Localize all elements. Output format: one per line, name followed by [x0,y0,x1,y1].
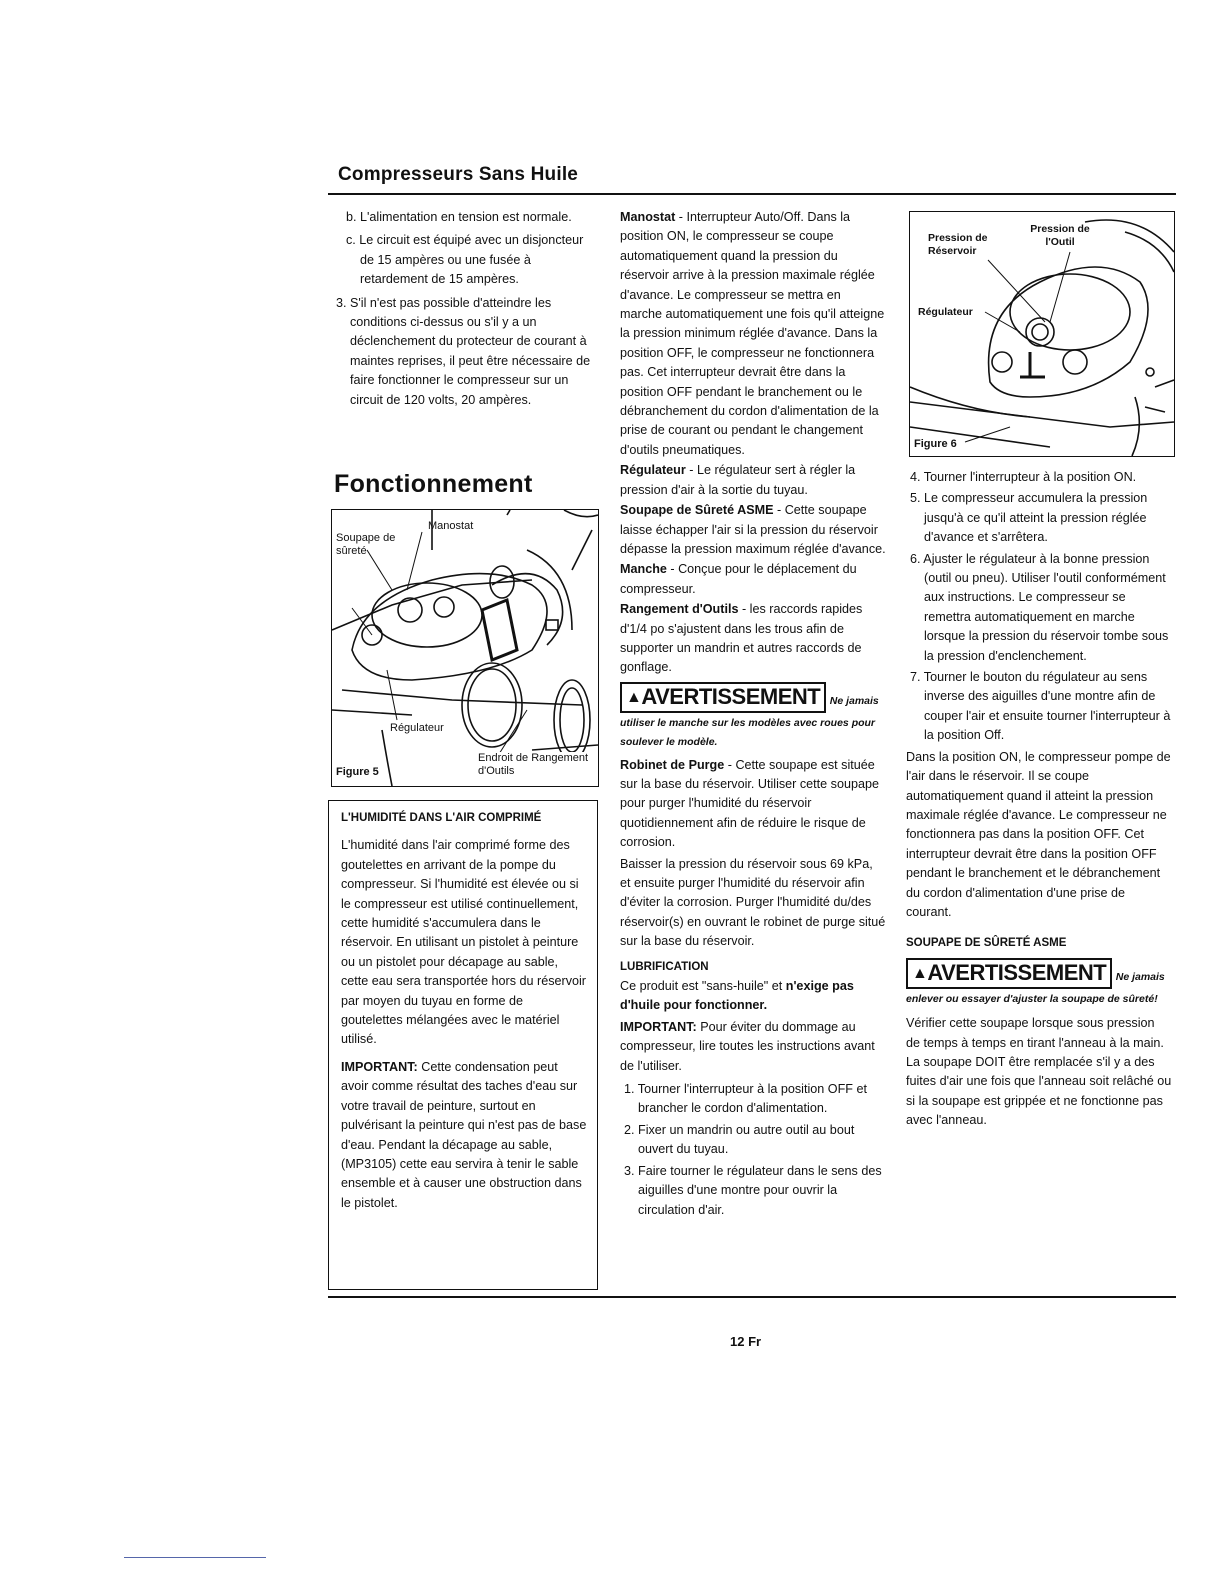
manche-text: - Conçue pour le déplacement du compresseur. [620,562,857,596]
manche-desc [620,560,886,599]
step-7: 7. Tourner le bouton du régulateur au sens inverse des aiguilles d'une montre afin de couper l'air et ensuite tourner l'interrupteur à la position Off. [910,670,1171,743]
rangement-term: Rangement d'Outils [620,602,739,617]
lubrification-title: LUBRIFICATION [620,960,709,973]
humidity-note-box [328,800,598,1290]
list-item-3: 3. S'il n'est pas possible d'atteindre les conditions ci-dessus ou s'il y a un déclenchement du protecteur de courant à maintes reprises, il peut être nécessaire de faire fonctionner le compresseur sur un circuit de 120 volts, 20 ampères. [336,295,591,407]
warning-triangle-icon: ▲ [912,964,928,982]
humidity-note-para1: L'humidité dans l'air comprimé forme des goutelettes en arrivant de la pompe du compresseur. Si l'humidité est élevée ou si le compresseur est utilisé continuellement, cette humidité s'accumulera dans le réservoir. En utilisant un pistolet à peinture ou un pistolet pour décapage au sable, cette eau sera transportée hors du réservoir par moyen du tuyau en forme de goutelettes mélangées avec le matériel utilisé. [341,838,587,1047]
soupape-term: Soupape de Sûreté ASME [620,503,774,518]
rangement-desc [620,600,886,678]
figure6-pression-outil-label: Pression de l'Outil [1030,223,1090,248]
manche-term: Manche [620,562,667,577]
humidity-note-para2 [341,1058,587,1213]
section-title: Fonctionnement [334,470,533,498]
figure5-caption: Figure 5 [336,766,379,778]
figure6-regulateur-label: Régulateur [918,306,973,318]
important-label: IMPORTANT: [341,1059,418,1074]
soupape-desc [620,501,886,559]
figure-6 [909,211,1175,457]
baisser-text: Baisser la pression du réservoir sous 69 kPa, et ensuite purger l'humidité du réservoir afin d'éviter la corrosion. Purger l'humidité du/des réservoir(s) en ouvrant le robinet de purge situé sur la base du réservoir. [620,856,886,949]
regulateur-text: - Le régulateur sert à régler la pression d'air à la sortie du tuyau. [620,463,856,497]
manostat-term: Manostat [620,210,676,224]
figure5-soupape-label: Soupape de sûreté [336,532,396,557]
humidity-note-title: L'HUMIDITÉ DANS L'AIR COMPRIMÉ [341,812,542,824]
step-5: 5. Le compresseur accumulera la pression jusqu'à ce qu'il atteint la pression réglée d'avance et s'arrêtera. [910,491,1148,545]
warning-2-text: Ne jamais enlever ou essayer d'ajuster la soupape de sûreté! [906,970,1165,1005]
important-text: Pour éviter du dommage au compresseur, lire toutes les instructions avant de l'utiliser. [620,1019,875,1073]
figure5-regulateur-label: Régulateur [390,722,444,734]
figure5-manostat-label: Manostat [428,520,474,532]
list-item-c: c. Le circuit est équipé avec un disjoncteur de 15 ampères ou une fusée à retardement de 15 ampères. [346,233,584,287]
verifier-text: Vérifier cette soupape lorsque sous pression de temps à temps en tirant l'anneau à la main. La soupape DOIT être remplacée s'il y a des fuites d'air une fois que l'anneau soit relâché ou si la soupape est grippée et ne fonctionne pas avec l'anneau. [906,1016,1172,1128]
robinet-text: - Cette soupape est située sur la base du réservoir. Utiliser cette soupape pour purger l'humidité du réservoir quotidiennement afin de réduire le risque de corrosion. [620,757,880,850]
lubrification-desc [620,977,886,1016]
robinet-desc [620,756,886,853]
warning-1 [620,682,886,752]
column-middle [620,208,886,1220]
figure5-endroit-label: Endroit de Rangement d'Outils [478,752,599,778]
soupape-text: - Cette soupape laisse échapper l'air si la pression du réservoir dépasse la pression maximum réglée d'avance. [620,503,886,556]
bottom-artifact-line [124,1557,266,1558]
column-left-top [332,208,594,410]
header-rule [328,193,1176,195]
manostat-desc [620,208,886,460]
warning-1-text: Ne jamais utiliser le manche sur les modèles avec roues pour soulever le modèle. [620,694,879,749]
figure-5 [331,509,599,787]
warning-2 [906,958,1172,1008]
important-term: IMPORTANT: [620,1019,697,1034]
step-4: 4. Tourner l'interrupteur à la position ON. [910,470,1137,484]
regulateur-term: Régulateur [620,463,686,478]
warning-badge-2: ▲AVERTISSEMENT [906,958,1112,989]
footer-rule [328,1296,1176,1298]
column-right [906,468,1172,1131]
figure6-pression-reservoir-label: Pression de Réservoir [928,232,988,257]
step-3: 3. Faire tourner le régulateur dans le sens des aiguilles d'une montre pour ouvrir la circulation d'air. [624,1163,882,1217]
important-desc [620,1018,886,1076]
on-position-text: Dans la position ON, le compresseur pompe de l'air dans le réservoir. Il se coupe automatiquement quand il atteint la pression maximale réglée d'avance. Le compresseur ne fonctionnera pas dans la position OFF. Cet interrupteur devrait être dans la position OFF pendant le branchement et le débranchement du cordon d'alimentation d'une prise de courant. [906,749,1171,919]
list-item-b: b. L'alimentation en tension est normale. [346,210,572,224]
lubrification-text1: Ce produit est "sans-huile" et [620,979,783,994]
warning-triangle-icon: ▲ [626,688,642,706]
lubrification-text2: n'exige pas d'huile pour fonctionner. [620,979,854,1013]
figure6-caption: Figure 6 [914,438,957,450]
page-number: 12 Fr [730,1334,762,1349]
robinet-term: Robinet de Purge [620,757,725,772]
humidity-note-para2-text: Cette condensation peut avoir comme résultat des taches d'eau sur votre travail de peinture, surtout en pulvérisant la peinture qui n'est pas de base d'eau. Pendant la décapage au sable, (MP3105) cette eau servira à tenir le sable ensemble et à causer une obstruction dans le pistolet. [341,1059,587,1210]
manostat-text: - Interrupteur Auto/Off. Dans la position ON, le compresseur se coupe automatiquement quand la pression du réservoir arrive à la pression maximale réglée d'avance. Le compresseur se mettra en marche automatiquement une fois qu'il atteigne la pression minimum réglée d'avance. Dans la position OFF, le compresseur ne fonctionnera pas. Cet interrupteur devrait être dans la position OFF pendant le branchement ou le débranchement du cordon d'alimentation de la prise de courant ou pendant le changement d'outils pneumatiques. [620,210,885,457]
warning-badge-1: ▲AVERTISSEMENT [620,682,826,713]
step-2: 2. Fixer un mandrin ou autre outil au bout ouvert du tuyau. [624,1122,855,1157]
soupape-section-title: SOUPAPE DE SÛRETÉ ASME [906,937,1067,950]
regulateur-desc [620,461,886,500]
step-1: 1. Tourner l'interrupteur à la position OFF et brancher le cordon d'alimentation. [624,1082,867,1116]
step-6: 6. Ajuster le régulateur à la bonne pression (outil ou pneu). Utiliser l'outil conformément aux instructions. Le compresseur se remettra automatiquement en marche lorsque la pression du réservoir tombe sous la pression d'enclenchement. [910,551,1169,663]
rangement-text: - les raccords rapides d'1/4 po s'ajustent dans les trous afin de supporter un mandrin et autres raccords de gonflage. [620,602,863,675]
page-header-title: Compresseurs Sans Huile [338,164,579,185]
